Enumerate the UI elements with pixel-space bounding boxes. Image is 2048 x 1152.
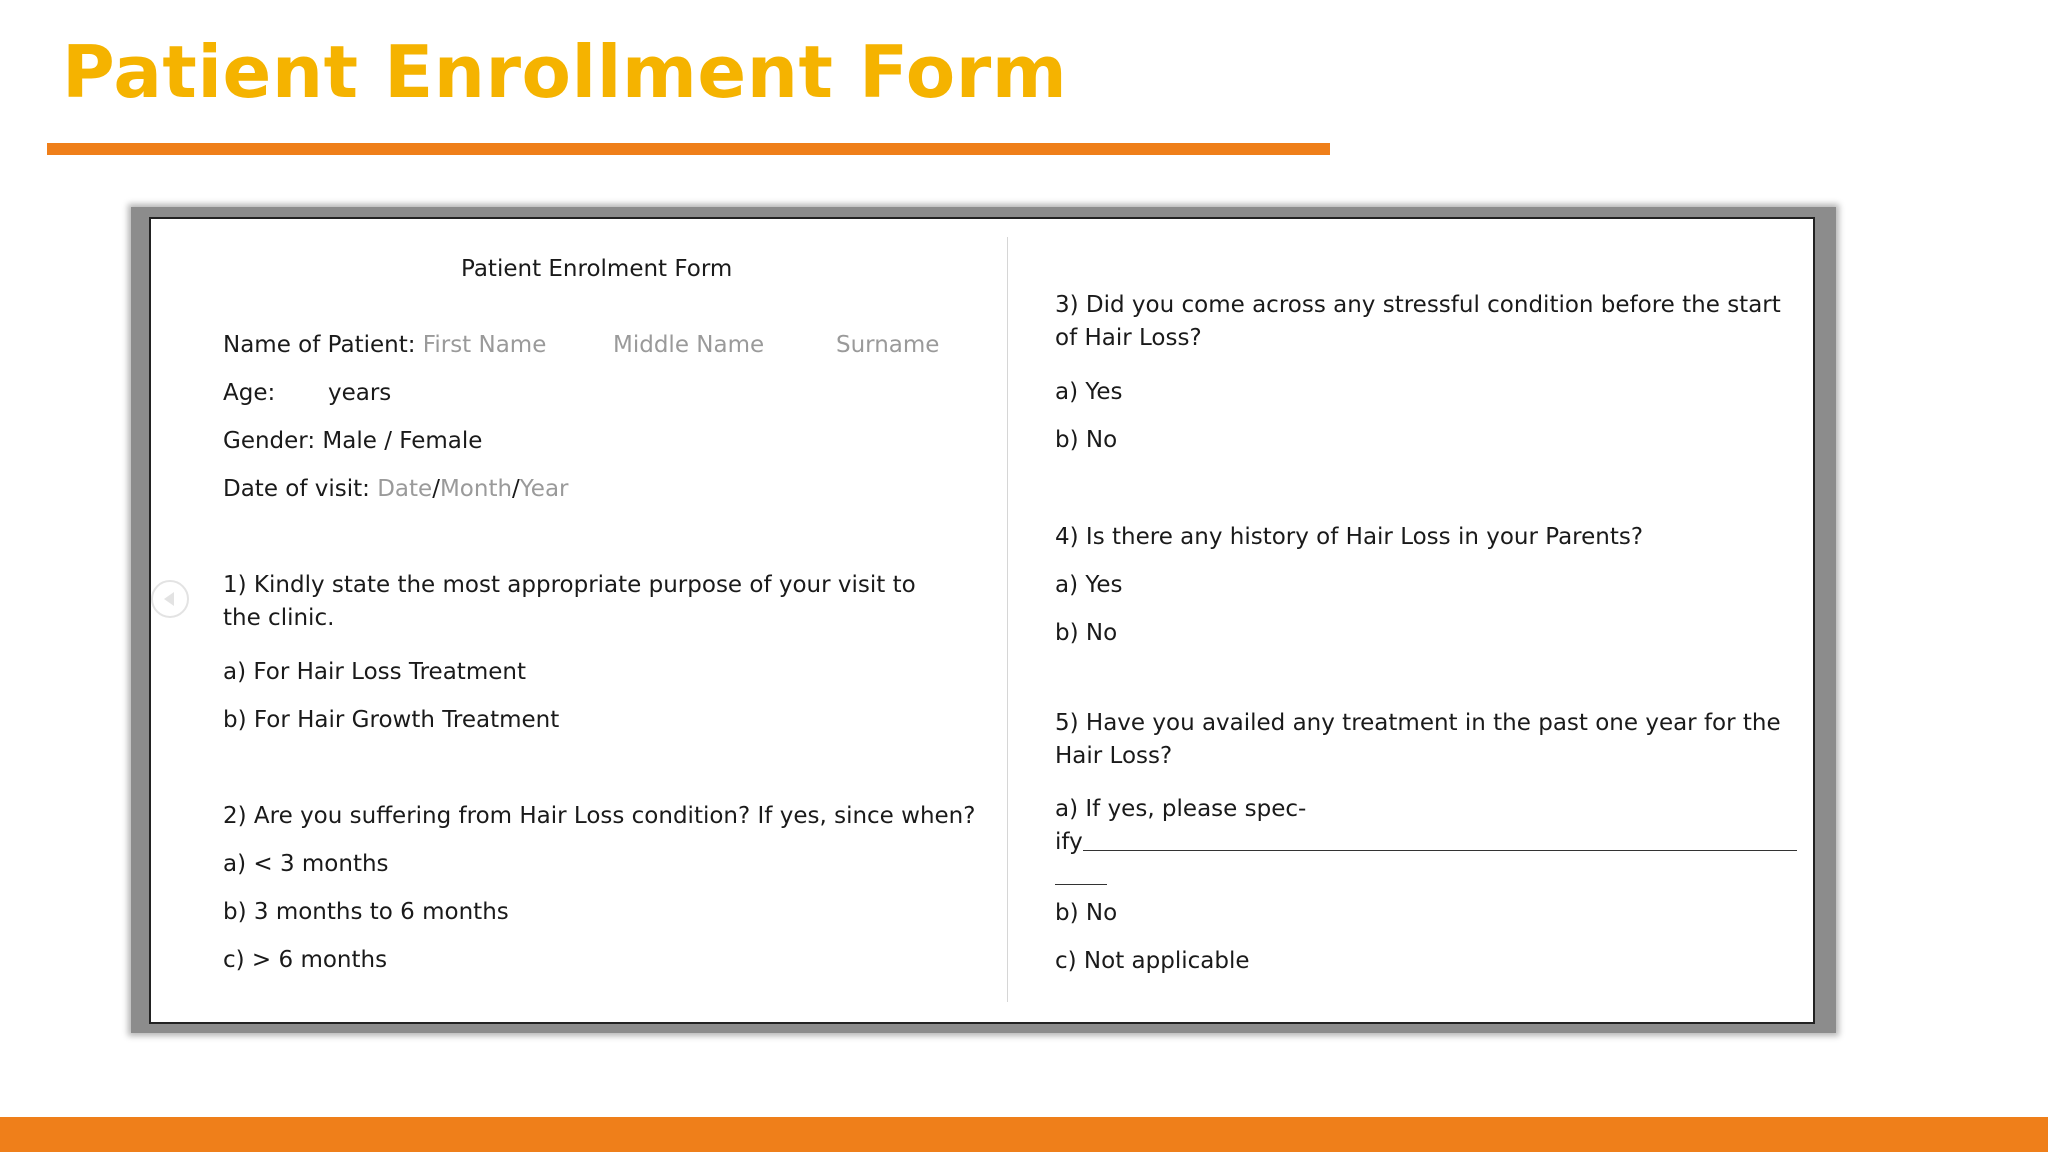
first-name-placeholder: First Name — [422, 332, 547, 358]
question-3: 3) Did you come across any stressful condition before the start of Hair Loss? — [1055, 292, 1781, 351]
year-placeholder: Year — [519, 476, 569, 502]
document-image-frame — [131, 207, 1836, 1033]
q2-option-c: c) > 6 months — [223, 947, 388, 973]
previous-nav-button[interactable] — [151, 580, 189, 618]
question-4: 4) Is there any history of Hair Loss in your Parents? — [1055, 524, 1644, 550]
date-of-visit-row — [223, 473, 569, 506]
column-divider — [1007, 237, 1008, 1002]
slide-title: Patient Enrollment Form — [62, 30, 1068, 114]
q4-option-a: a) Yes — [1055, 572, 1123, 598]
surname-placeholder: Surname — [836, 332, 940, 358]
q4-option-b: b) No — [1055, 620, 1118, 646]
date-placeholder: Date — [377, 476, 433, 502]
q5-option-b: b) No — [1055, 900, 1118, 926]
q3-option-b: b) No — [1055, 427, 1118, 453]
q3-option-a: a) Yes — [1055, 379, 1123, 405]
age-label: Age: — [223, 380, 276, 406]
name-of-patient-row — [223, 329, 546, 362]
question-5: 5) Have you availed any treatment in the past one year for the Hair Loss? — [1055, 710, 1781, 769]
name-label: Name of Patient: — [223, 332, 416, 358]
chevron-left-icon — [161, 590, 179, 608]
q5-option-a: a) If yes, please spec- — [1055, 796, 1307, 822]
document-heading: Patient Enrolment Form — [461, 256, 733, 282]
specify-blank-line-continued — [1055, 884, 1107, 885]
middle-name-placeholder: Middle Name — [613, 332, 765, 358]
gender-field: Gender: Male / Female — [223, 428, 483, 454]
q2-option-a: a) < 3 months — [223, 851, 389, 877]
q2-option-b: b) 3 months to 6 months — [223, 899, 509, 925]
question-1: 1) Kindly state the most appropriate purpose of your visit to the clinic. — [223, 572, 916, 631]
footer-bar — [0, 1117, 2048, 1152]
title-underline — [47, 143, 1330, 155]
month-placeholder: Month — [439, 476, 513, 502]
document-page — [149, 217, 1815, 1024]
date-slash: / — [432, 476, 440, 502]
q5-option-a-cont: ify — [1055, 829, 1083, 855]
question-2: 2) Are you suffering from Hair Loss condition? If yes, since when? — [223, 803, 976, 829]
q1-option-b: b) For Hair Growth Treatment — [223, 707, 560, 733]
q5-option-c: c) Not applicable — [1055, 948, 1250, 974]
date-label: Date of visit: — [223, 476, 370, 502]
age-unit: years — [328, 380, 392, 406]
month-slash: / — [512, 476, 520, 502]
q1-option-a: a) For Hair Loss Treatment — [223, 659, 526, 685]
specify-blank-line — [1083, 850, 1797, 851]
